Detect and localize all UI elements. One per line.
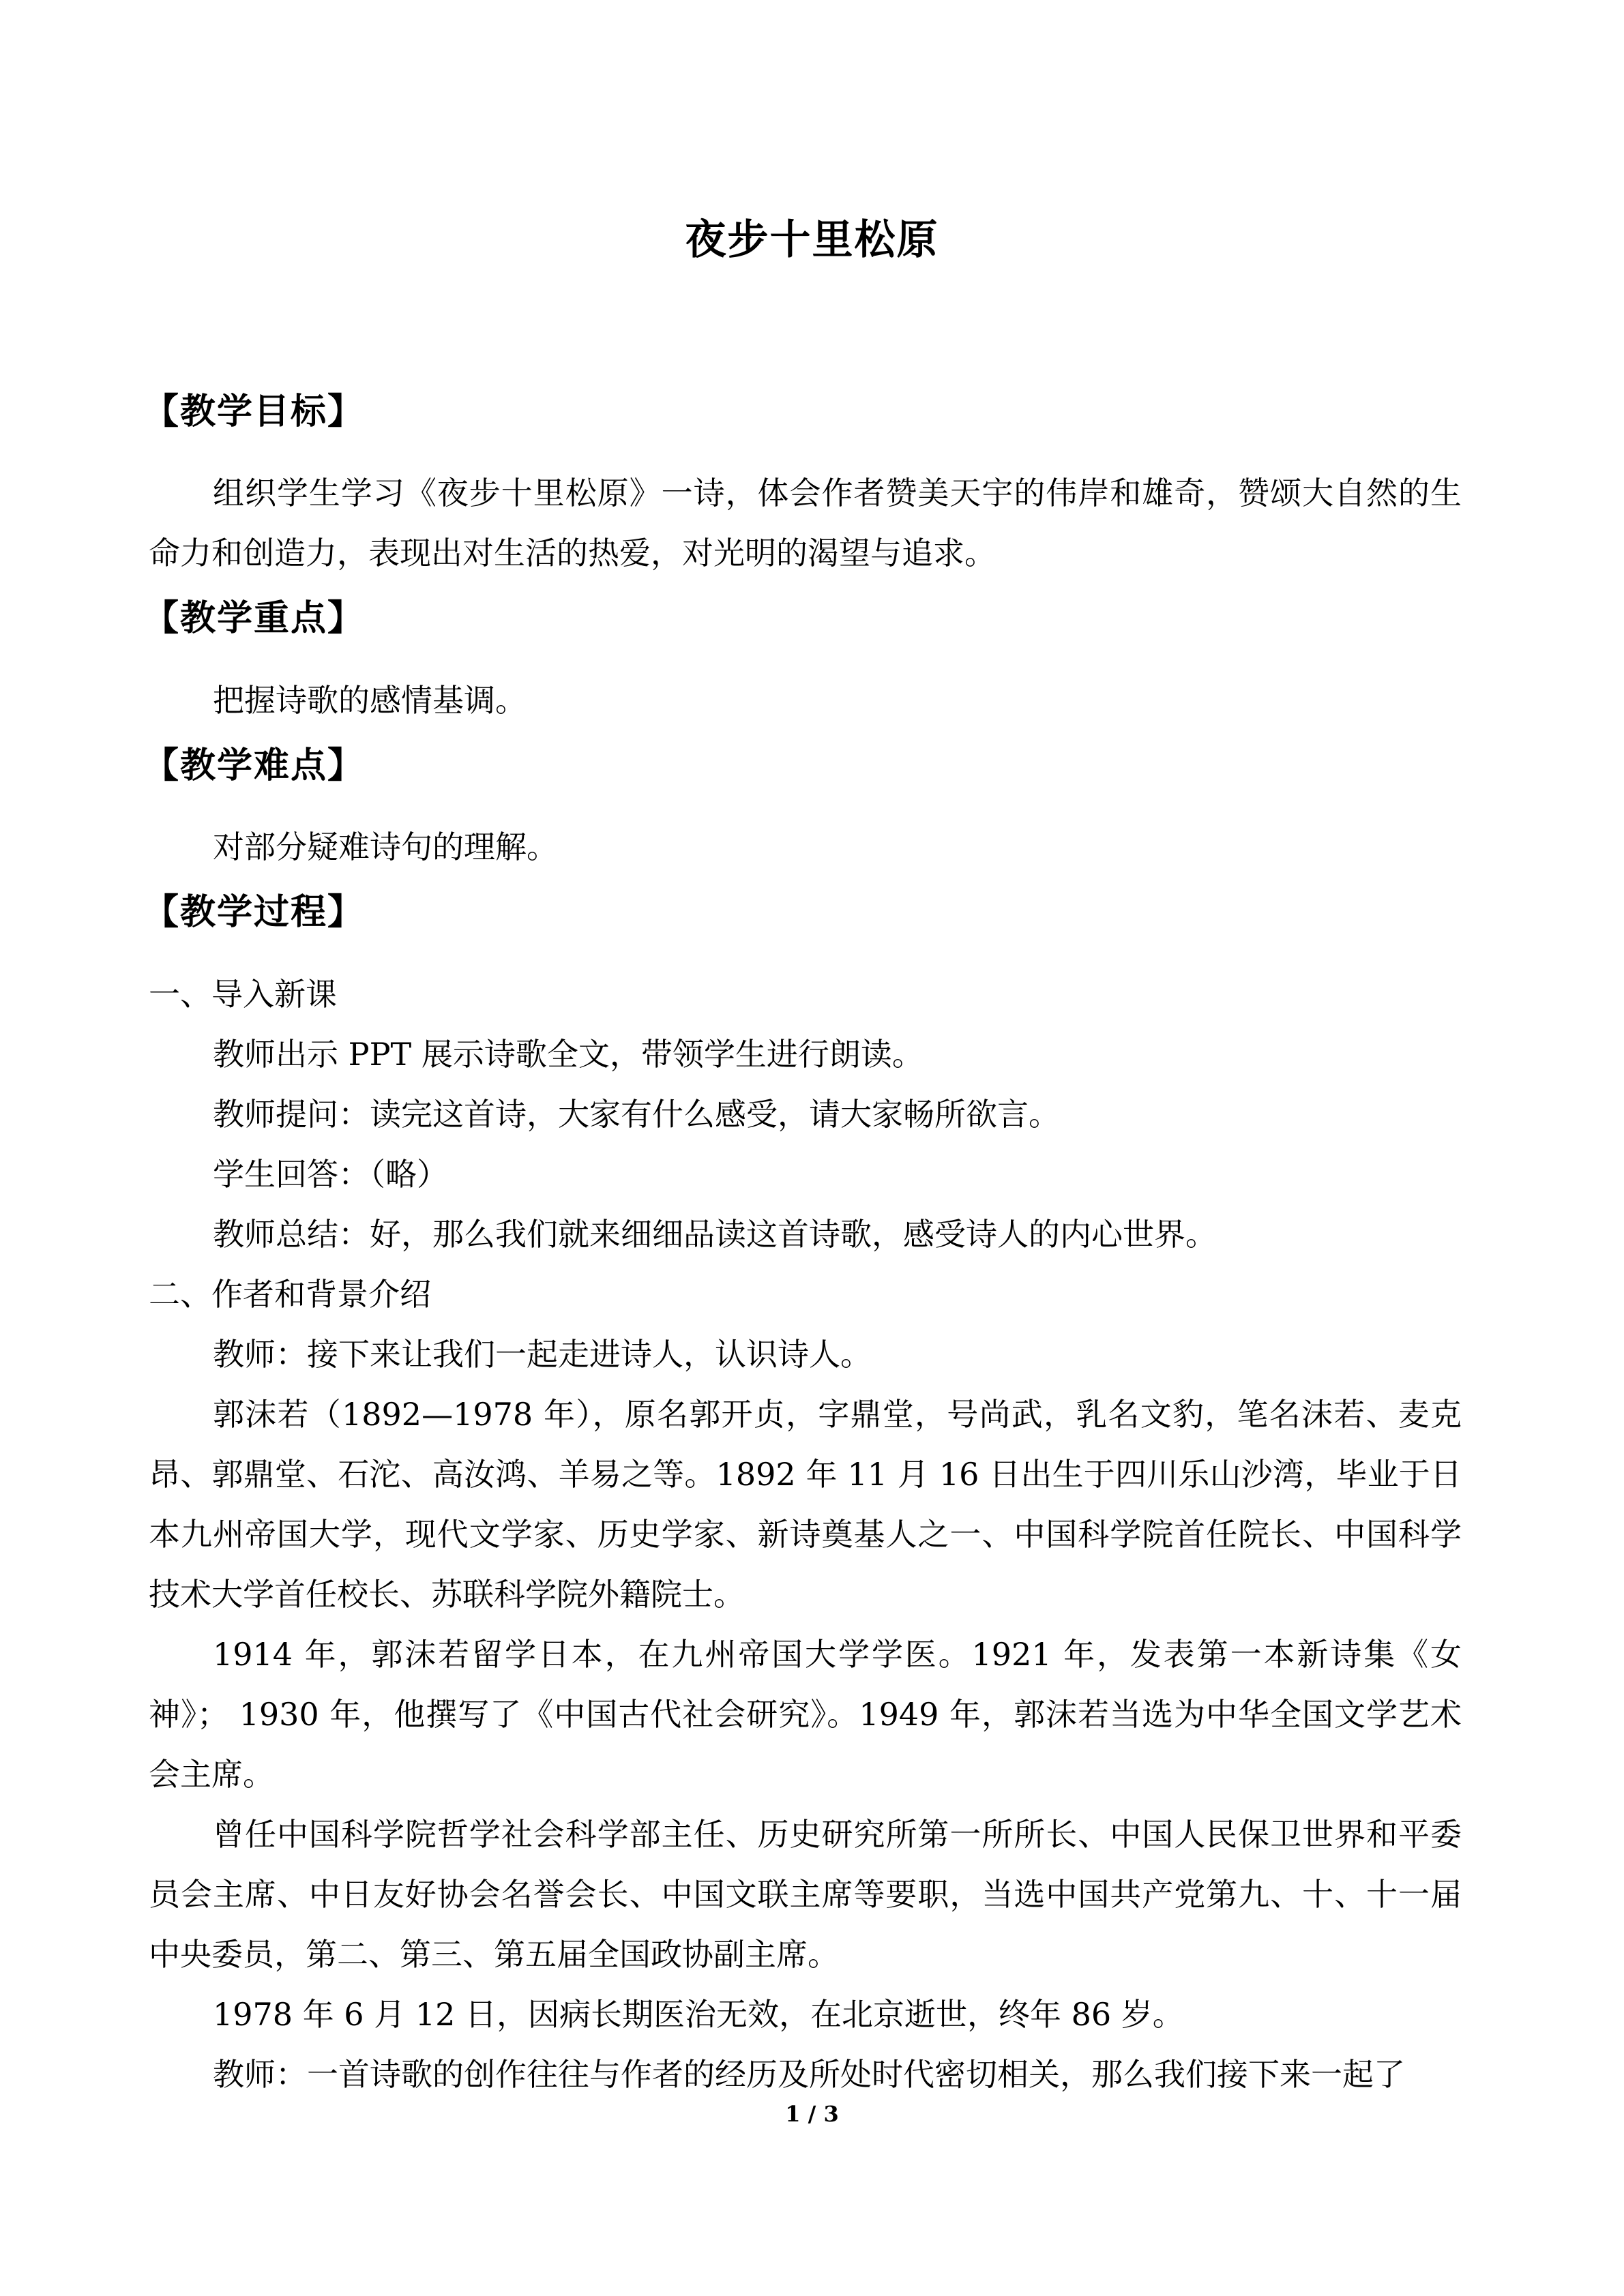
paragraph-author-bio: 曾任中国科学院哲学社会科学部主任、历史研究所第一所所长、中国人民保卫世界和平委员会主席、中日友好协会名誉会长、中国文联主席等要职，当选中国共产党第九、十、十一届中央委员，第二、第三、第五届全国政协副主席。 <box>149 1816 1462 1973</box>
text-line: 教师提问：读完这首诗，大家有什么感受，请大家畅所欲言。 <box>213 1096 1060 1133</box>
text-line: 教师出示 PPT 展示诗歌全文，带领学生进行朗读。 <box>213 1036 924 1073</box>
text-line: 1978 年 6 月 12 日，因病长期医治无效，在北京逝世，终年 86 岁。 <box>213 1996 1184 2033</box>
heading-teaching-difficulty: 【教学难点】 <box>143 745 365 786</box>
text-line: 教师：一首诗歌的创作往往与作者的经历及所处时代密切相关，那么我们接下来一起了 <box>213 2056 1405 2093</box>
heading-teaching-key: 【教学重点】 <box>143 598 365 639</box>
paragraph-author-bio: 郭沫若（1892—1978 年），原名郭开贞，字鼎堂，号尚武，乳名文豹，笔名沫若、麦克昂、郭鼎堂、石沱、高汝鸿、羊易之等。1892 年 11 月 16 日出生于四川乐山沙湾，毕业于日本九州帝国大学，现代文学家、历史学家、新诗奠基人之一、中国科学院首任院长、中国科学技术大学首任校长、苏联科学院外籍院士。 <box>149 1396 1462 1613</box>
section-title-author: 二、作者和背景介绍 <box>149 1276 431 1313</box>
page-number: 1 / 3 <box>785 2101 839 2127</box>
paragraph-author-bio: 1914 年，郭沫若留学日本，在九州帝国大学学医。1921 年，发表第一本新诗集《女神》； 1930 年，他撰写了《中国古代社会研究》。1949 年，郭沫若当选为中华全国文学艺术会主席。 <box>149 1636 1462 1793</box>
section-title-intro: 一、导入新课 <box>149 976 337 1013</box>
paragraph-teaching-goal: 组织学生学习《夜步十里松原》一诗，体会作者赞美天宇的伟岸和雄奇，赞颂大自然的生命力和创造力，表现出对生活的热爱，对光明的渴望与追求。 <box>149 475 1462 571</box>
text-line: 学生回答：（略） <box>213 1156 448 1193</box>
page-title: 夜步十里松原 <box>685 216 939 264</box>
paragraph-teaching-key: 把握诗歌的感情基调。 <box>213 682 527 719</box>
text-line: 教师总结：好，那么我们就来细细品读这首诗歌，感受诗人的内心世界。 <box>213 1216 1217 1253</box>
heading-teaching-process: 【教学过程】 <box>143 892 365 933</box>
text-line: 教师：接下来让我们一起走进诗人，认识诗人。 <box>213 1336 872 1373</box>
paragraph-teaching-difficulty: 对部分疑难诗句的理解。 <box>213 829 558 865</box>
heading-teaching-goal: 【教学目标】 <box>143 391 365 432</box>
